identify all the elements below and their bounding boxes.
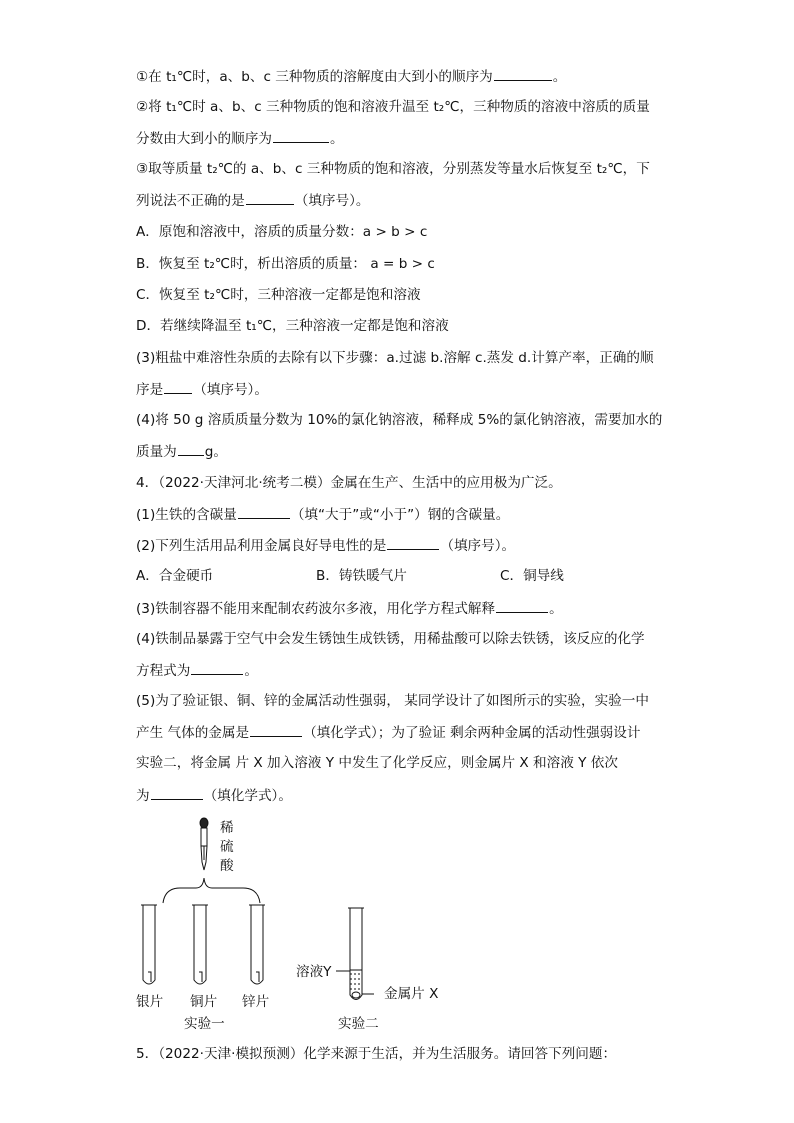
dropper-icon: [200, 818, 208, 870]
q4-p5-text-b1: 产生 气体的金属是: [136, 725, 250, 741]
solution-y-label: 溶液Y: [296, 964, 332, 980]
experiment-two-label: 实验二: [338, 1016, 379, 1032]
q4-p5-d-end: （填化学式）。: [203, 788, 292, 804]
q4-p1-end: （填“大于”或“小于”）钢的含碳量。: [290, 507, 510, 523]
q4-p4-end: 。: [244, 663, 258, 679]
tube-label-silver: 银片: [136, 994, 164, 1010]
q3-sub2-text-b: 分数由大到小的顺序为: [136, 131, 272, 147]
tube-label-copper: 铜片: [190, 994, 218, 1010]
acid-label-1: 稀: [220, 820, 234, 836]
q3-option-b: B．恢复至 t₂℃时，析出溶质的质量： a = b > c: [136, 256, 435, 272]
q4-part5-line3: 实验二，将金属 片 X 加入溶液 Y 中发生了化学反应，则金属片 X 和溶液 Y 依次: [136, 755, 618, 771]
q4-option-a: A．合金硬币: [136, 568, 214, 584]
experiment-one-label: 实验一: [184, 1016, 225, 1032]
q5-title: 5．（2022·天津·模拟预测）化学来源于生活，并为生活服务。请回答下列问题：: [136, 1046, 617, 1062]
brace-shape: [163, 878, 260, 903]
acid-label-2: 硫: [220, 839, 234, 855]
test-tube-experiment-two: [336, 908, 374, 1000]
q3-sub2-end: 。: [329, 131, 344, 147]
q4-p3-end: 。: [549, 601, 563, 617]
q3-part3-line1: (3)粗盐中难溶性杂质的去除有以下步骤：a.过滤 b.溶解 c.蒸发 d.计算产率，正确的顺: [136, 350, 654, 366]
q4-part5-line1: (5)为了验证银、铜、锌的金属活动性强弱， 某同学设计了如图所示的实验，实验一中: [136, 693, 649, 709]
q3-sub1-text: ①在 t₁℃时，a、b、c 三种物质的溶解度由大到小的顺序为: [136, 69, 493, 85]
q4-option-b: B．铸铁暖气片: [316, 568, 407, 584]
q3-sub3-text-a: ③取等质量 t₂℃的 a、b、c 三种物质的饱和溶液，分别蒸发等量水后恢复至 t₂℃，下: [136, 161, 650, 177]
q4-p3-text: (3)铁制容器不能用来配制农药波尔多液，用化学方程式解释: [136, 601, 496, 617]
q3-part4-line1: (4)将 50 g 溶质质量分数为 10%的氯化钠溶液，稀释成 5%的氯化钠溶液，需要加水的: [136, 412, 663, 428]
q3-sub2-text-a: ②将 t₁℃时 a、b、c 三种物质的饱和溶液升温至 t₂℃，三种物质的溶液中溶质的质量: [136, 99, 650, 115]
q4-p5-text-b2: （填化学式）；为了验证 剩余两种金属的活动性强弱设计: [303, 725, 641, 741]
test-tube-silver: [141, 905, 157, 984]
q4-p4-text-b: 方程式为: [136, 663, 191, 679]
q4-option-c: C．铜导线: [500, 568, 564, 584]
q4-title: 4．（2022·天津河北·统考二模）金属在生产、生活中的应用极为广泛。: [136, 475, 562, 491]
q3-option-c: C．恢复至 t₂℃时，三种溶液一定都是饱和溶液: [136, 287, 421, 303]
q4-p2-end: （填序号）。: [440, 538, 516, 554]
test-tube-copper: [192, 905, 208, 984]
q3-sub3-end: （填序号）。: [294, 193, 370, 209]
test-tube-zinc: [249, 905, 265, 984]
tube-label-zinc: 锌片: [242, 994, 270, 1010]
q3-option-d: D．若继续降温至 t₁℃，三种溶液一定都是饱和溶液: [136, 318, 449, 334]
q4-p5-text-d: 为: [136, 788, 150, 804]
q3-part4-text-b: 质量为: [136, 444, 177, 460]
q4-part4-line1: (4)铁制品暴露于空气中会发生锈蚀生成铁锈，用稀盐酸可以除去铁锈，该反应的化学: [136, 631, 645, 647]
q3-part3-text-b: 序是: [136, 382, 164, 398]
q4-p2-text: (2)下列生活用品利用金属良好导电性的是: [136, 538, 387, 554]
q3-part4-end: g。: [204, 444, 228, 460]
q3-part3-end: （填序号）。: [193, 382, 268, 398]
q3-option-a: A．原饱和溶液中，溶质的质量分数：a > b > c: [136, 224, 428, 240]
q3-sub1-end: 。: [552, 69, 567, 85]
q3-sub3-text-b: 列说法不正确的是: [136, 193, 245, 209]
acid-label-3: 酸: [220, 858, 234, 874]
q4-p1-text: (1)生铁的含碳量: [136, 507, 237, 523]
metal-x-label: 金属片 X: [384, 986, 439, 1002]
